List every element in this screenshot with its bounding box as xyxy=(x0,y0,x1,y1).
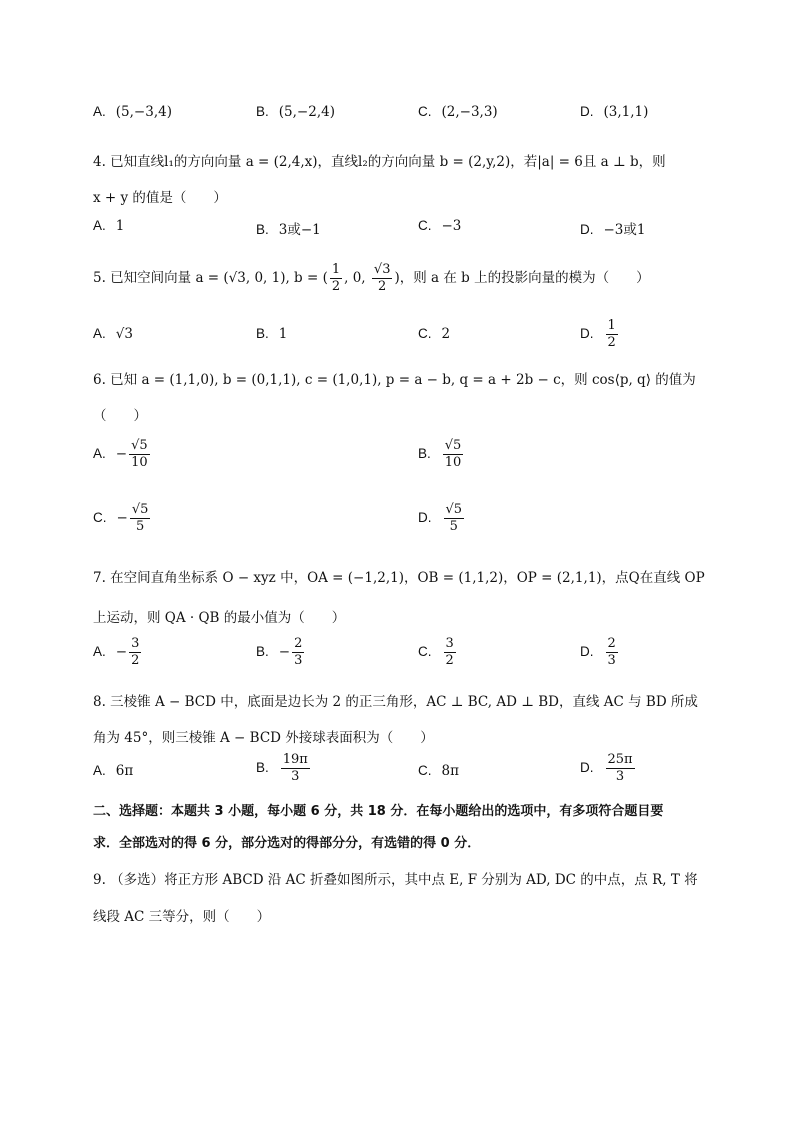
q7-option-b: B. − $\frac{2}{3}$ xyxy=(256,636,303,668)
q5-stem: 5. 已知空间向量 a = (√3, 0, 1), b = ( $\frac{1}{2}$ , 0, $\frac{√3}{2}$ )，则 a 在 b 上的投影向量的模为（ ） xyxy=(93,262,650,294)
q5-frac-half: $\frac{1}{2}$ xyxy=(331,262,341,294)
q4-stem-line1: 4. 已知直线l₁的方向向量 a = (2,4,x)，直线l₂的方向向量 b = (2,y,2)，若|a| = 6且 a ⊥ b，则 xyxy=(93,154,666,170)
q4-option-b: B. 3或−1 xyxy=(256,222,321,238)
q7-stem-line2: 上运动，则 QA · QB 的最小值为（ ） xyxy=(93,610,346,626)
q4-option-c: C. −3 xyxy=(418,218,462,234)
q6-stem-line1: 6. 已知 a = (1,1,0), b = (0,1,1), c = (1,0,1), p = a − b, q = a + 2b − c，则 cos⟨p, q⟩ 的值为 xyxy=(93,372,696,388)
q7-option-a: A. − $\frac{3}{2}$ xyxy=(93,636,140,668)
q8-stem-line2: 角为 45°，则三棱锥 A − BCD 外接球表面积为（ ） xyxy=(93,730,434,746)
q5-option-c: C. 2 xyxy=(418,326,451,342)
q6-option-d: D. $\frac{√5}{5}$ xyxy=(418,502,463,534)
q8-option-c: C. 8π xyxy=(418,763,459,779)
q4-option-a: A. 1 xyxy=(93,218,125,234)
q4-option-d: D. −3或1 xyxy=(580,222,646,238)
q5-frac-sqrt3-half: $\frac{√3}{2}$ xyxy=(373,262,391,294)
q5-option-d: D. $\frac{1}{2}$ xyxy=(580,318,616,350)
q7-option-c: C. $\frac{3}{2}$ xyxy=(418,636,454,668)
q6-option-c: C. − $\frac{√5}{5}$ xyxy=(93,502,149,534)
q3-option-a: A. (5,−3,4) xyxy=(93,104,172,120)
q3-option-b: B. (5,−2,4) xyxy=(256,104,335,120)
q6-option-b: B. $\frac{√5}{10}$ xyxy=(418,438,462,470)
q7-option-d: D. $\frac{2}{3}$ xyxy=(580,636,616,668)
q8-option-a: A. 6π xyxy=(93,763,134,779)
q5-option-a: A. √3 xyxy=(93,326,133,342)
q8-stem-line1: 8. 三棱锥 A − BCD 中，底面是边长为 2 的正三角形，AC ⊥ BC, AD ⊥ BD，直线 AC 与 BD 所成 xyxy=(93,694,698,710)
q9-stem-line2: 线段 AC 三等分，则（ ） xyxy=(93,909,271,925)
q7-stem-line1: 7. 在空间直角坐标系 O − xyz 中，OA = (−1,2,1)，OB = (1,1,2)，OP = (2,1,1)，点Q在直线 OP xyxy=(93,570,705,586)
q8-option-b: B. $\frac{19\pi}{3}$ xyxy=(256,752,308,784)
section2-heading-line2: 求．全部选对的得 6 分，部分选对的得部分分，有选错的得 0 分． xyxy=(93,836,481,851)
q8-option-d: D. $\frac{25\pi}{3}$ xyxy=(580,752,633,784)
q3-option-c: C. (2,−3,3) xyxy=(418,104,498,120)
q6-option-a: A. − $\frac{√5}{10}$ xyxy=(93,438,148,470)
q3-option-d: D. (3,1,1) xyxy=(580,104,649,120)
q5-option-b: B. 1 xyxy=(256,326,288,342)
section2-heading-line1: 二、选择题：本题共 3 小题，每小题 6 分，共 18 分．在每小题给出的选项中，有多项符合题目要 xyxy=(93,804,664,819)
q4-stem-line2: x + y 的值是（ ） xyxy=(93,190,227,206)
q9-stem-line1: 9. （多选）将正方形 ABCD 沿 AC 折叠如图所示，其中点 E, F 分别为 AD, DC 的中点，点 R, T 将 xyxy=(93,872,698,888)
q6-stem-line2: （ ） xyxy=(93,408,147,424)
